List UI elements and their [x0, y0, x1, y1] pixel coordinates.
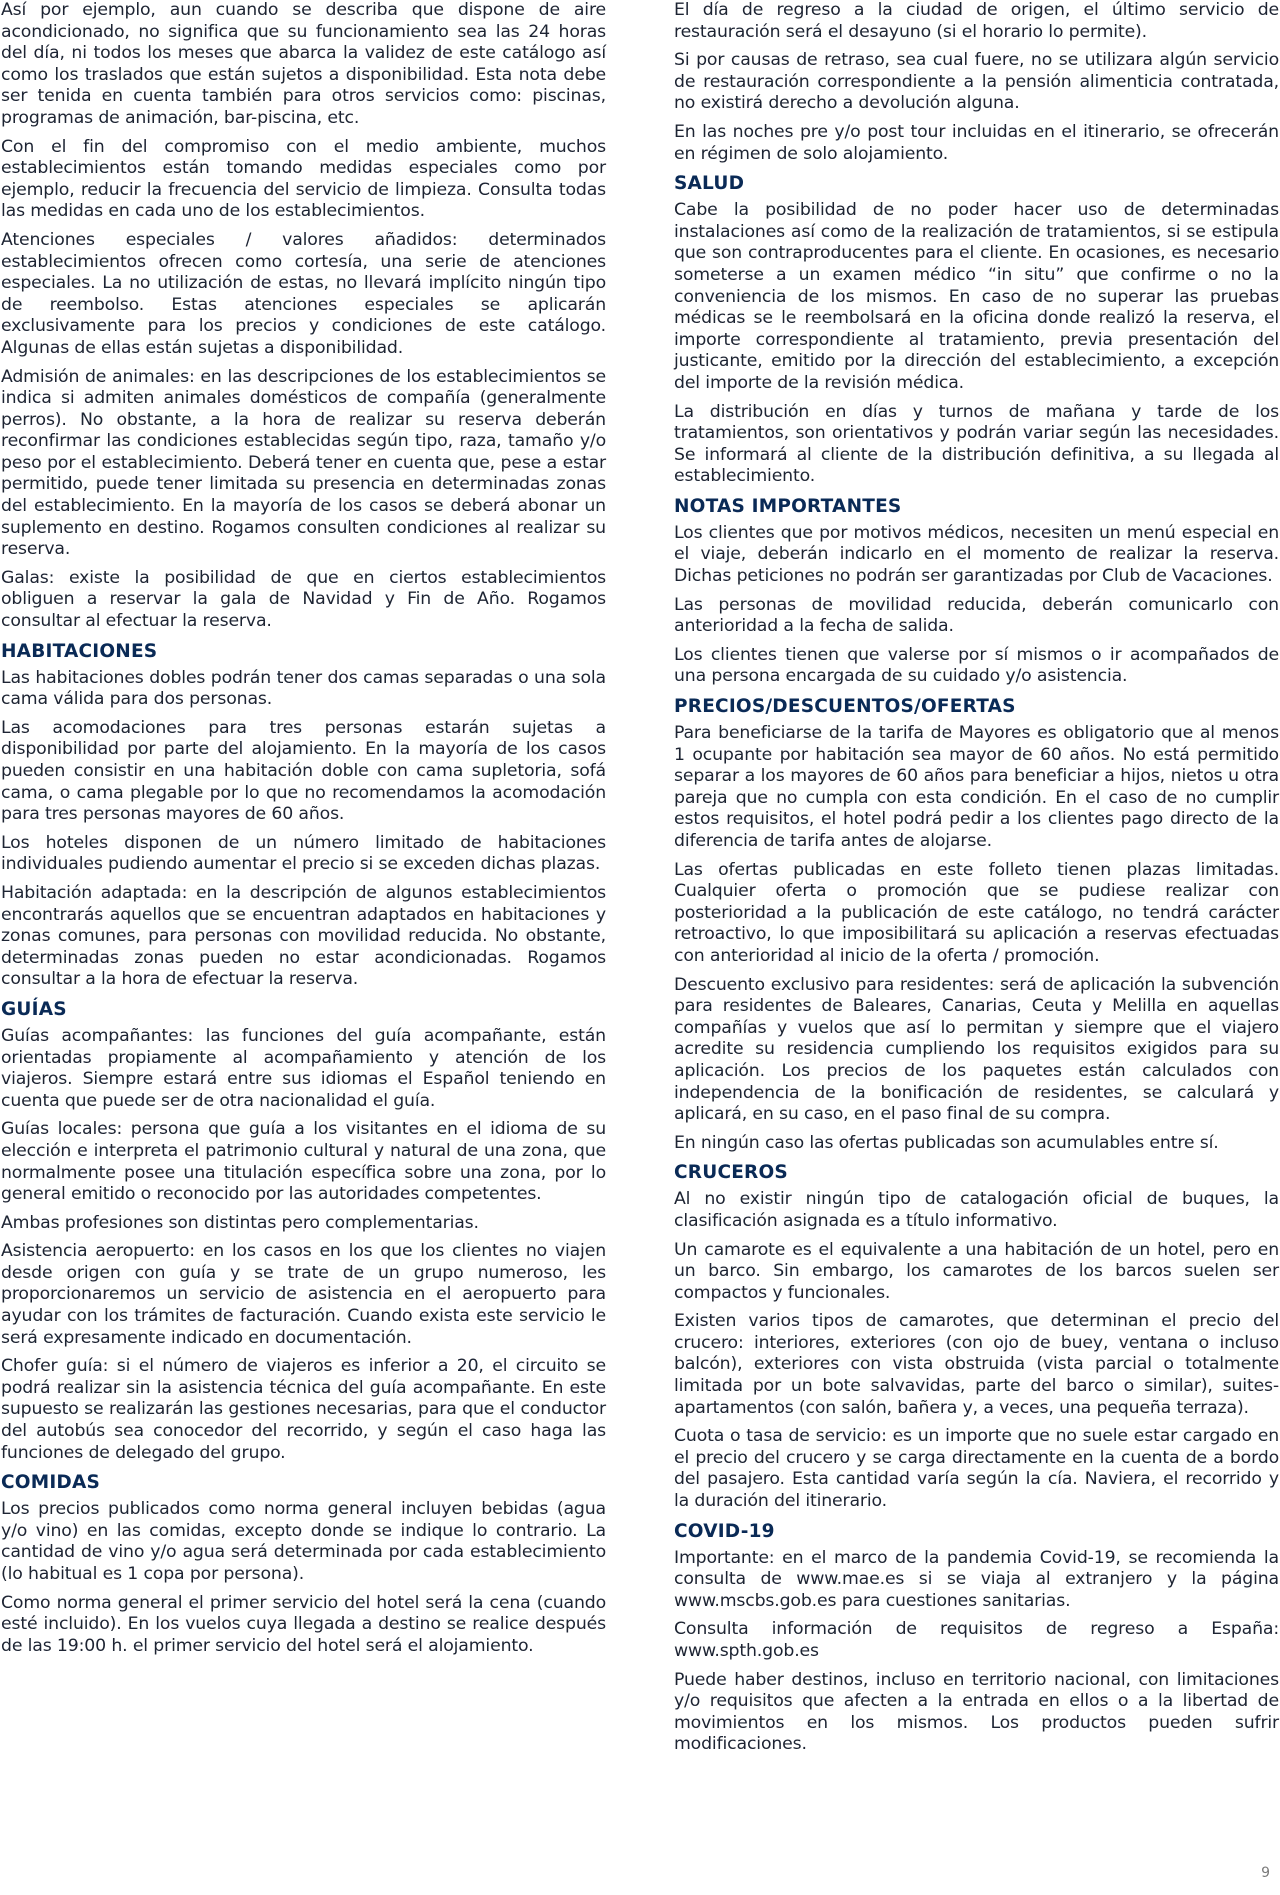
- paragraph: Asistencia aeropuerto: en los casos en los que los clientes no viajen desde origen con guía y se trate de un grupo numeroso, les proporcionaremos un servicio de asistencia en el aeropuerto para ayudar con los trámites de facturación. Cuando exista este servicio le será expresamente indicado en documentación.: [1, 1241, 606, 1348]
- paragraph: Si por causas de retraso, sea cual fuere, no se utilizara algún servicio de restauración correspondiente a la pensión alimenticia contratada, no existirá derecho a devolución alguna.: [674, 50, 1279, 114]
- page-number: 9: [1261, 1865, 1270, 1881]
- paragraph: La distribución en días y turnos de mañana y tarde de los tratamientos, son orientativos y podrán variar según las necesidades. Se informará al cliente de la distribución definitiva, a su llegada al establecimiento.: [674, 401, 1279, 487]
- section-heading-covid-19: COVID-19: [674, 1520, 775, 1542]
- paragraph: Las ofertas publicadas en este folleto tienen plazas limitadas. Cualquier oferta o promoción que se pudiese realizar con posterioridad a la publicación de este catálogo, no tendrá carácter retroactivo, lo que imposibilitará su aplicación a reservas efectuadas con anterioridad al inicio de la oferta / promoción.: [674, 859, 1279, 966]
- paragraph: Descuento exclusivo para residentes: será de aplicación la subvención para residentes de Baleares, Canarias, Ceuta y Melilla en aquellas compañías y vuelos que así lo permitan y siempre que el viajero acredite su residencia cumpliendo los requisitos exigidos para su aplicación. Los precios de los paquetes están calculados con independencia de la bonificación de residentes, se calculará y aplicará, en su caso, en el paso final de su compra.: [674, 974, 1279, 1125]
- paragraph: Atenciones especiales / valores añadidos: determinados establecimientos ofrecen como cortesía, una serie de atenciones especiales. La no utilización de estas, no llevará implícito ningún tipo de reembolso. Estas atenciones especiales se aplicarán exclusivamente para los precios y condiciones de este catálogo. Algunas de ellas están sujetas a disponibilidad.: [1, 229, 606, 358]
- paragraph: Para beneficiarse de la tarifa de Mayores es obligatorio que al menos 1 ocupante por habitación sea mayor de 60 años. No está permitido separar a los mayores de 60 años para beneficiar a hijos, nietos u otra pareja que no cumpla con esta condición. En el caso de no cumplir estos requisitos, el hotel podrá pedir a los clientes pago directo de la diferencia de tarifa antes de alojarse.: [674, 723, 1279, 851]
- section-heading-notas-importantes: NOTAS IMPORTANTES: [674, 495, 902, 517]
- paragraph: Ambas profesiones son distintas pero complementarias.: [1, 1212, 479, 1233]
- paragraph: Los clientes que por motivos médicos, necesiten un menú especial en el viaje, deberán indicarlo en el momento de realizar la reserva. Dichas peticiones no podrán ser garantizadas por Club de Vacaciones.: [674, 522, 1279, 587]
- section-heading-comidas: COMIDAS: [1, 1472, 100, 1494]
- paragraph: Los hoteles disponen de un número limitado de habitaciones individuales pudiendo aumentar el precio si se exceden dichas plazas.: [1, 832, 606, 875]
- paragraph: En las noches pre y/o post tour incluidas en el itinerario, se ofrecerán en régimen de solo alojamiento.: [674, 121, 1279, 164]
- paragraph: Habitación adaptada: en la descripción de algunos establecimientos encontrarás aquellos que se encuentran adaptados en habitaciones y zonas comunes, para personas con movilidad reducida. No obstante, determinadas zonas pueden no estar acondicionadas. Rogamos consultar a la hora de efectuar la reserva.: [1, 882, 606, 990]
- paragraph: Existen varios tipos de camarotes, que determinan el precio del crucero: interiores, exteriores (con ojo de buey, ventana o incluso balcón), exteriores con vista obstruida (vista parcial o totalmente limitada por un bote salvavidas, parte del barco o similar), suites-apartamentos (con salón, bañera y, a veces, una pequeña terraza).: [674, 1311, 1279, 1418]
- paragraph: Un camarote es el equivalente a una habitación de un hotel, pero en un barco. Sin embargo, los camarotes de los barcos suelen ser compactos y funcionales.: [674, 1239, 1279, 1303]
- paragraph: Las habitaciones dobles podrán tener dos camas separadas o una sola cama válida para dos personas.: [1, 667, 606, 710]
- section-heading-guias: GUÍAS: [1, 998, 67, 1020]
- paragraph: Cuota o tasa de servicio: es un importe que no suele estar cargado en el precio del crucero y se carga directamente en la cuenta de a bordo del pasajero. Esta cantidad varía según la cía. Naviera, el recorrido y la duración del itinerario.: [674, 1426, 1279, 1512]
- paragraph: El día de regreso a la ciudad de origen, el último servicio de restauración será el desayuno (si el horario lo permite).: [674, 0, 1279, 42]
- paragraph: Con el fin del compromiso con el medio ambiente, muchos establecimientos están tomando medidas especiales como por ejemplo, reducir la frecuencia del servicio de limpieza. Consulta todas las medidas en cada uno de los establecimientos.: [1, 136, 606, 222]
- right-text-column: [674, 0, 1279, 1763]
- section-heading-precios-descuentos-ofertas: PRECIOS/DESCUENTOS/OFERTAS: [674, 696, 1016, 718]
- section-heading-cruceros: CRUCEROS: [674, 1162, 788, 1184]
- paragraph: Los precios publicados como norma general incluyen bebidas (agua y/o vino) en las comidas, excepto donde se indique lo contrario. La cantidad de vino y/o agua será determinada por cada establecimiento (lo habitual es 1 copa por persona).: [1, 1499, 606, 1584]
- paragraph: Cabe la posibilidad de no poder hacer uso de determinadas instalaciones así como de la realización de tratamientos, si se estipula que son contraproducentes para el cliente. En ocasiones, es necesario someterse a un examen médico “in situ” que confirme o no la conveniencia de los mismos. En caso de no superar las pruebas médicas se le reembolsará en la oficina donde realizó la reserva, el importe correspondiente al tratamiento, previa presentación del justicante, emitido por la dirección del establecimiento, a excepción del importe de la revisión médica.: [674, 200, 1279, 393]
- paragraph: Guías acompañantes: las funciones del guía acompañante, están orientadas propiamente al acompañamiento y atención de los viajeros. Siempre estará entre sus idiomas el Español teniendo en cuenta que puede ser de otra nacionalidad el guía.: [1, 1025, 606, 1111]
- left-text-column: [1, 0, 606, 1664]
- section-heading-habitaciones: HABITACIONES: [1, 640, 158, 662]
- paragraph: Como norma general el primer servicio del hotel será la cena (cuando esté incluido). En los vuelos cuya llegada a destino se realice después de las 19:00 h. el primer servicio del hotel será el alojamiento.: [1, 1592, 606, 1656]
- paragraph: Chofer guía: si el número de viajeros es inferior a 20, el circuito se podrá realizar sin la asistencia técnica del guía acompañante. En este supuesto se realizarán las gestiones necesarias, para que el conductor del autobús sea conocedor del recorrido, y según el caso haga las funciones de delegado del grupo.: [1, 1356, 606, 1463]
- paragraph: Consulta información de requisitos de regreso a España: www.spth.gob.es: [674, 1619, 1279, 1661]
- paragraph: Así por ejemplo, aun cuando se describa que dispone de aire acondicionado, no significa que su funcionamiento sea las 24 horas del día, ni todos los meses que abarca la validez de este catálogo así como los traslados que están sujetos a disponibilidad. Esta nota debe ser tenida en cuenta también para otros servicios como: piscinas, programas de animación, bar-piscina, etc.: [1, 0, 606, 128]
- paragraph: Los clientes tienen que valerse por sí mismos o ir acompañados de una persona encargada de su cuidado y/o asistencia.: [674, 644, 1279, 687]
- paragraph: En ningún caso las ofertas publicadas son acumulables entre sí.: [674, 1132, 1219, 1153]
- section-heading-salud: SALUD: [674, 173, 745, 195]
- paragraph: Puede haber destinos, incluso en territorio nacional, con limitaciones y/o requisitos que afecten a la entrada en ellos o a la libertad de movimientos en los mismos. Los productos pueden sufrir modificaciones.: [674, 1669, 1279, 1755]
- paragraph: Galas: existe la posibilidad de que en ciertos establecimientos obliguen a reservar la gala de Navidad y Fin de Año. Rogamos consultar al efectuar la reserva.: [1, 567, 606, 632]
- paragraph: Importante: en el marco de la pandemia Covid-19, se recomienda la consulta de www.mae.es si se viaja al extranjero y la página www.mscbs.gob.es para cuestiones sanitarias.: [674, 1547, 1279, 1611]
- paragraph: Guías locales: persona que guía a los visitantes en el idioma de su elección e interpreta el patrimonio cultural y natural de una zona, que normalmente posee una titulación específica sobre una zona, por lo general emitido o reconocido por las autoridades competentes.: [1, 1119, 606, 1205]
- paragraph: Las personas de movilidad reducida, deberán comunicarlo con anterioridad a la fecha de salida.: [674, 594, 1279, 637]
- paragraph: Las acomodaciones para tres personas estarán sujetas a disponibilidad por parte del alojamiento. En la mayoría de los casos pueden consistir en una habitación doble con cama supletoria, sofá cama, o cama plegable por lo que no recomendamos la acomodación para tres personas mayores de 60 años.: [1, 717, 606, 825]
- paragraph: Admisión de animales: en las descripciones de los establecimientos se indica si admiten animales domésticos de compañía (generalmente perros). No obstante, a la hora de realizar su reserva deberán reconfirmar las condiciones establecidas según tipo, raza, tamaño y/o peso por el establecimiento. Deberá tener en cuenta que, pese a estar permitido, puede tener limitada su presencia en determinadas zonas del establecimiento. En la mayoría de los casos se deberá abonar un suplemento en destino. Rogamos consulten condiciones al realizar su reserva.: [1, 366, 606, 560]
- paragraph: Al no existir ningún tipo de catalogación oficial de buques, la clasificación asignada es a título informativo.: [674, 1189, 1279, 1231]
